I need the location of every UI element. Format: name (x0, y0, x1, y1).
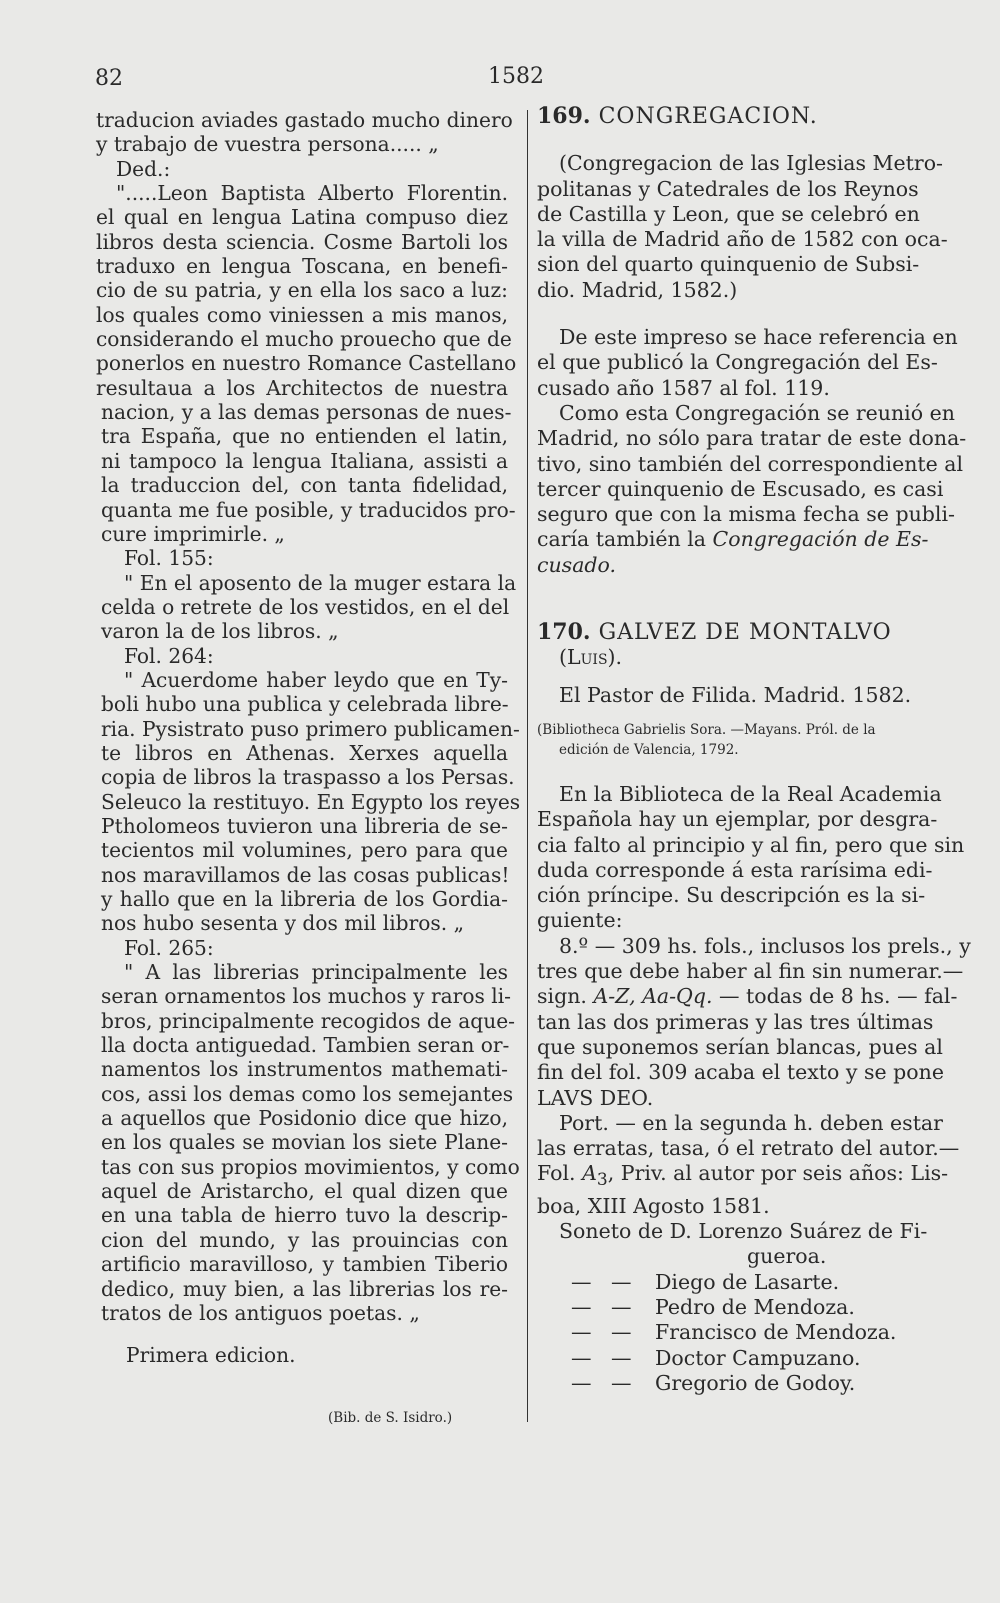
text-line: seguro que con la misma fecha se publi- (537, 502, 955, 527)
text-line: ponerlos en nuestro Romance Castellano (96, 351, 517, 376)
text-line: traducion aviades gastado mucho dinero (96, 108, 513, 132)
text-line: tercer quinquenio de Escusado, es casi (537, 476, 944, 501)
entry-heading (537, 620, 953, 645)
text-line: duda corresponde á esta rarísima edi- (537, 857, 933, 882)
text-line: la villa de Madrid año de 1582 con oca- (537, 227, 948, 252)
text-line: gueroa. (747, 1244, 827, 1269)
ditto-dash: — (611, 1269, 632, 1294)
text-line: ".....Leon Baptista Alberto Florentin. (116, 181, 508, 206)
ditto-dash: — (611, 1370, 632, 1395)
text-line: y trabajo de vuestra persona..... „ (96, 132, 439, 157)
text-line: de Castilla y Leon, que se celebró en (537, 201, 920, 226)
text-line: cos, assi los demas como los semejantes (101, 1081, 514, 1106)
text-line: lla docta antiguedad. Tambien seran or- (101, 1033, 510, 1058)
text-line: resultaua a los Architectos de nuestra (96, 375, 508, 400)
text-line: cio de su patria, y en ella los saco a luz: (96, 278, 508, 303)
text-line: quanta me fue posible, y traducidos pro- (101, 497, 516, 522)
text-span: sign. (537, 984, 587, 1009)
text-line: Fol. 265: (124, 935, 214, 960)
text-line: los quales como viniessen a mis manos, (96, 302, 508, 327)
ditto-dash: — (611, 1320, 632, 1345)
text-line: libros desta sciencia. Cosme Bartoli los (96, 229, 508, 254)
text-line: En la Biblioteca de la Real Academia (559, 781, 942, 806)
text-line (537, 527, 953, 552)
text-line: la traduccion del, con tanta fidelidad, (101, 473, 508, 498)
text-line: boa, XIII Agosto 1581. (537, 1193, 770, 1218)
text-line: Port. — en la segunda h. deben estar (559, 1110, 943, 1135)
text-line (537, 553, 953, 578)
text-line: tra España, que no entienden el latin, (101, 424, 508, 449)
sonnet-author: Diego de Lasarte. (655, 1269, 840, 1294)
text-line: nacion, y a las demas personas de nues- (101, 400, 512, 425)
sonnet-author: Francisco de Mendoza. (655, 1320, 897, 1345)
text-line: aquel de Aristarcho, el qual dizen que (101, 1179, 508, 1204)
text-line: dio. Madrid, 1582.) (537, 277, 738, 302)
text-line: 8.º — 309 hs. fols., inclusos los prels., y (559, 933, 971, 958)
text-span: caría también la (537, 527, 707, 552)
text-line: y hallo que en la libreria de los Gordia- (101, 887, 508, 911)
page-number: 82 (95, 66, 123, 91)
text-line: " En el aposento de la muger estara la (124, 570, 517, 595)
text-line: el qual en lengua Latina compuso diez (96, 205, 508, 230)
text-line: considerando el mucho prouecho que de (96, 327, 512, 352)
text-line: Seleuco la restituyo. En Egypto los reyes (101, 789, 521, 814)
library-reference: (Bib. de S. Isidro.) (328, 1410, 453, 1426)
italic-title: cusado. (537, 552, 617, 577)
text-line: bros, principalmente recogidos de aque- (101, 1008, 516, 1033)
entry-title: CONGREGACION. (598, 104, 818, 129)
text-line: nos maravillamos de las cosas publicas! (101, 862, 510, 887)
text-line: nos hubo sesenta y dos mil libros. „ (101, 911, 465, 936)
text-line: copia de libros la traspasso a los Persas. (101, 765, 515, 790)
text-line: tratos de los antiguos poetas. „ (101, 1300, 420, 1325)
edition-note: Primera edicion. (126, 1343, 296, 1368)
text-line: varon la de los libros. „ (101, 619, 339, 644)
text-line: tan las dos primeras y las tres últimas (537, 1009, 934, 1034)
text-line: politanas y Catedrales de los Reynos (537, 176, 919, 201)
folio-subscript: 3 (596, 1170, 608, 1191)
text-line: cion del mundo, y las prouincias con (101, 1227, 508, 1252)
text-line (537, 1161, 953, 1193)
italic-title: Congregación de Es- (712, 527, 929, 552)
text-line: Española hay un ejemplar, por desgra- (537, 807, 938, 832)
text-line: a aquellos que Posidonio dice que hizo, (101, 1106, 508, 1131)
text-line: (Congregacion de las Iglesias Metro- (559, 151, 943, 176)
sonnet-author: Doctor Campuzano. (655, 1345, 861, 1370)
reference-line: (Bibliotheca Gabrielis Sora. —Mayans. Pról. de la (537, 721, 876, 738)
entry-number: 170. (537, 619, 591, 646)
folio-signature: A (582, 1161, 597, 1186)
ditto-dash: — (571, 1345, 592, 1370)
text-line: cusado año 1587 al fol. 119. (537, 375, 830, 400)
entry-heading (537, 104, 953, 129)
text-line: Como esta Congregación se reunió en (559, 400, 955, 425)
text-line: guiente: (537, 908, 623, 933)
text-line: " A las librerias principalmente les (124, 960, 508, 985)
text-line: cia falto al principio y al fin, pero que sin (537, 832, 965, 857)
text-line: cure imprimirle. „ (101, 521, 285, 546)
column-divider (527, 110, 528, 1422)
text-line: seran ornamentos los muchos y raros li- (101, 984, 511, 1009)
text-line: artificio maravilloso, y tambien Tiberio (101, 1252, 508, 1277)
reference-line: edición de Valencia, 1792. (559, 741, 739, 758)
sonnet-author: Gregorio de Godoy. (655, 1370, 856, 1395)
text-line: traduxo en lengua Toscana, en benefi- (96, 254, 508, 279)
text-line: dedico, muy bien, a las librerias los re- (101, 1276, 508, 1301)
text-line: fin del fol. 309 acaba el texto y se pone (537, 1060, 944, 1085)
text-line: tres que debe haber al fin sin numerar.— (537, 959, 964, 984)
text-span: — todas de 8 hs. — fal- (719, 984, 958, 1009)
text-line: celda o retrete de los vestidos, en el del (101, 594, 510, 619)
text-line: Fol. 264: (124, 643, 214, 668)
sonnet-list (537, 1270, 953, 1396)
text-line: LAVS DEO. (537, 1085, 654, 1110)
text-line: te libros en Athenas. Xerxes aquella (101, 740, 508, 765)
entry-title: GALVEZ DE MONTALVO (598, 620, 892, 646)
text-line: en una tabla de hierro tuvo la descrip- (101, 1203, 508, 1228)
text-line: boli hubo una publica y celebrada libre- (101, 692, 509, 717)
signature-range: A-Z, Aa-Qq. (593, 984, 713, 1009)
text-line: el que publicó la Congregación del Es- (537, 350, 938, 375)
text-line: ria. Pysistrato puso primero publicamen- (101, 716, 520, 741)
text-line: De este impreso se hace referencia en (559, 325, 958, 350)
text-span: Fol. (537, 1161, 576, 1186)
ditto-dash: — (571, 1294, 592, 1319)
book-title: El Pastor de Filida. Madrid. 1582. (559, 682, 912, 707)
right-column (537, 103, 971, 1396)
text-line (537, 984, 958, 1009)
text-span: , Priv. al autor por seis años: Lis- (607, 1161, 949, 1186)
text-line: en los quales se movian los siete Plane- (101, 1130, 508, 1155)
text-line: tivo, sino también del correspondiente al (537, 451, 964, 476)
ditto-dash: — (571, 1370, 592, 1395)
text-line: tas con sus propios movimientos, y como (101, 1154, 520, 1179)
text-line: ción príncipe. Su descripción es la si- (537, 883, 926, 908)
text-line: " Acuerdome haber leydo que en Ty- (124, 667, 508, 692)
text-line: Madrid, no sólo para tratar de este dona- (537, 426, 967, 451)
text-line: Ded.: (116, 156, 171, 181)
ditto-dash: — (571, 1269, 592, 1294)
text-line: Fol. 155: (124, 546, 214, 571)
text-line: las erratas, tasa, ó el retrato del autor.— (537, 1136, 960, 1161)
text-line: namentos los instrumentos mathemati- (101, 1057, 508, 1082)
text-line: tecientos mil volumines, pero para que (101, 838, 508, 863)
text-line: que suponemos serían blancas, pues al (537, 1034, 943, 1059)
sonnet-author: Pedro de Mendoza. (655, 1294, 855, 1319)
left-column (96, 108, 521, 1368)
text-line: ni tampoco la lengua Italiana, assisti a (101, 448, 508, 473)
ditto-dash: — (611, 1345, 632, 1370)
ditto-dash: — (571, 1320, 592, 1345)
entry-number: 169. (537, 103, 591, 129)
year-header: 1582 (488, 64, 544, 89)
text-line: Soneto de D. Lorenzo Suárez de Fi- (559, 1219, 928, 1244)
author-name: (Luis). (559, 645, 623, 670)
text-line: sion del quarto quinquenio de Subsi- (537, 252, 920, 277)
ditto-dash: — (611, 1294, 632, 1319)
text-line: Ptholomeos tuvieron una libreria de se- (101, 813, 508, 838)
